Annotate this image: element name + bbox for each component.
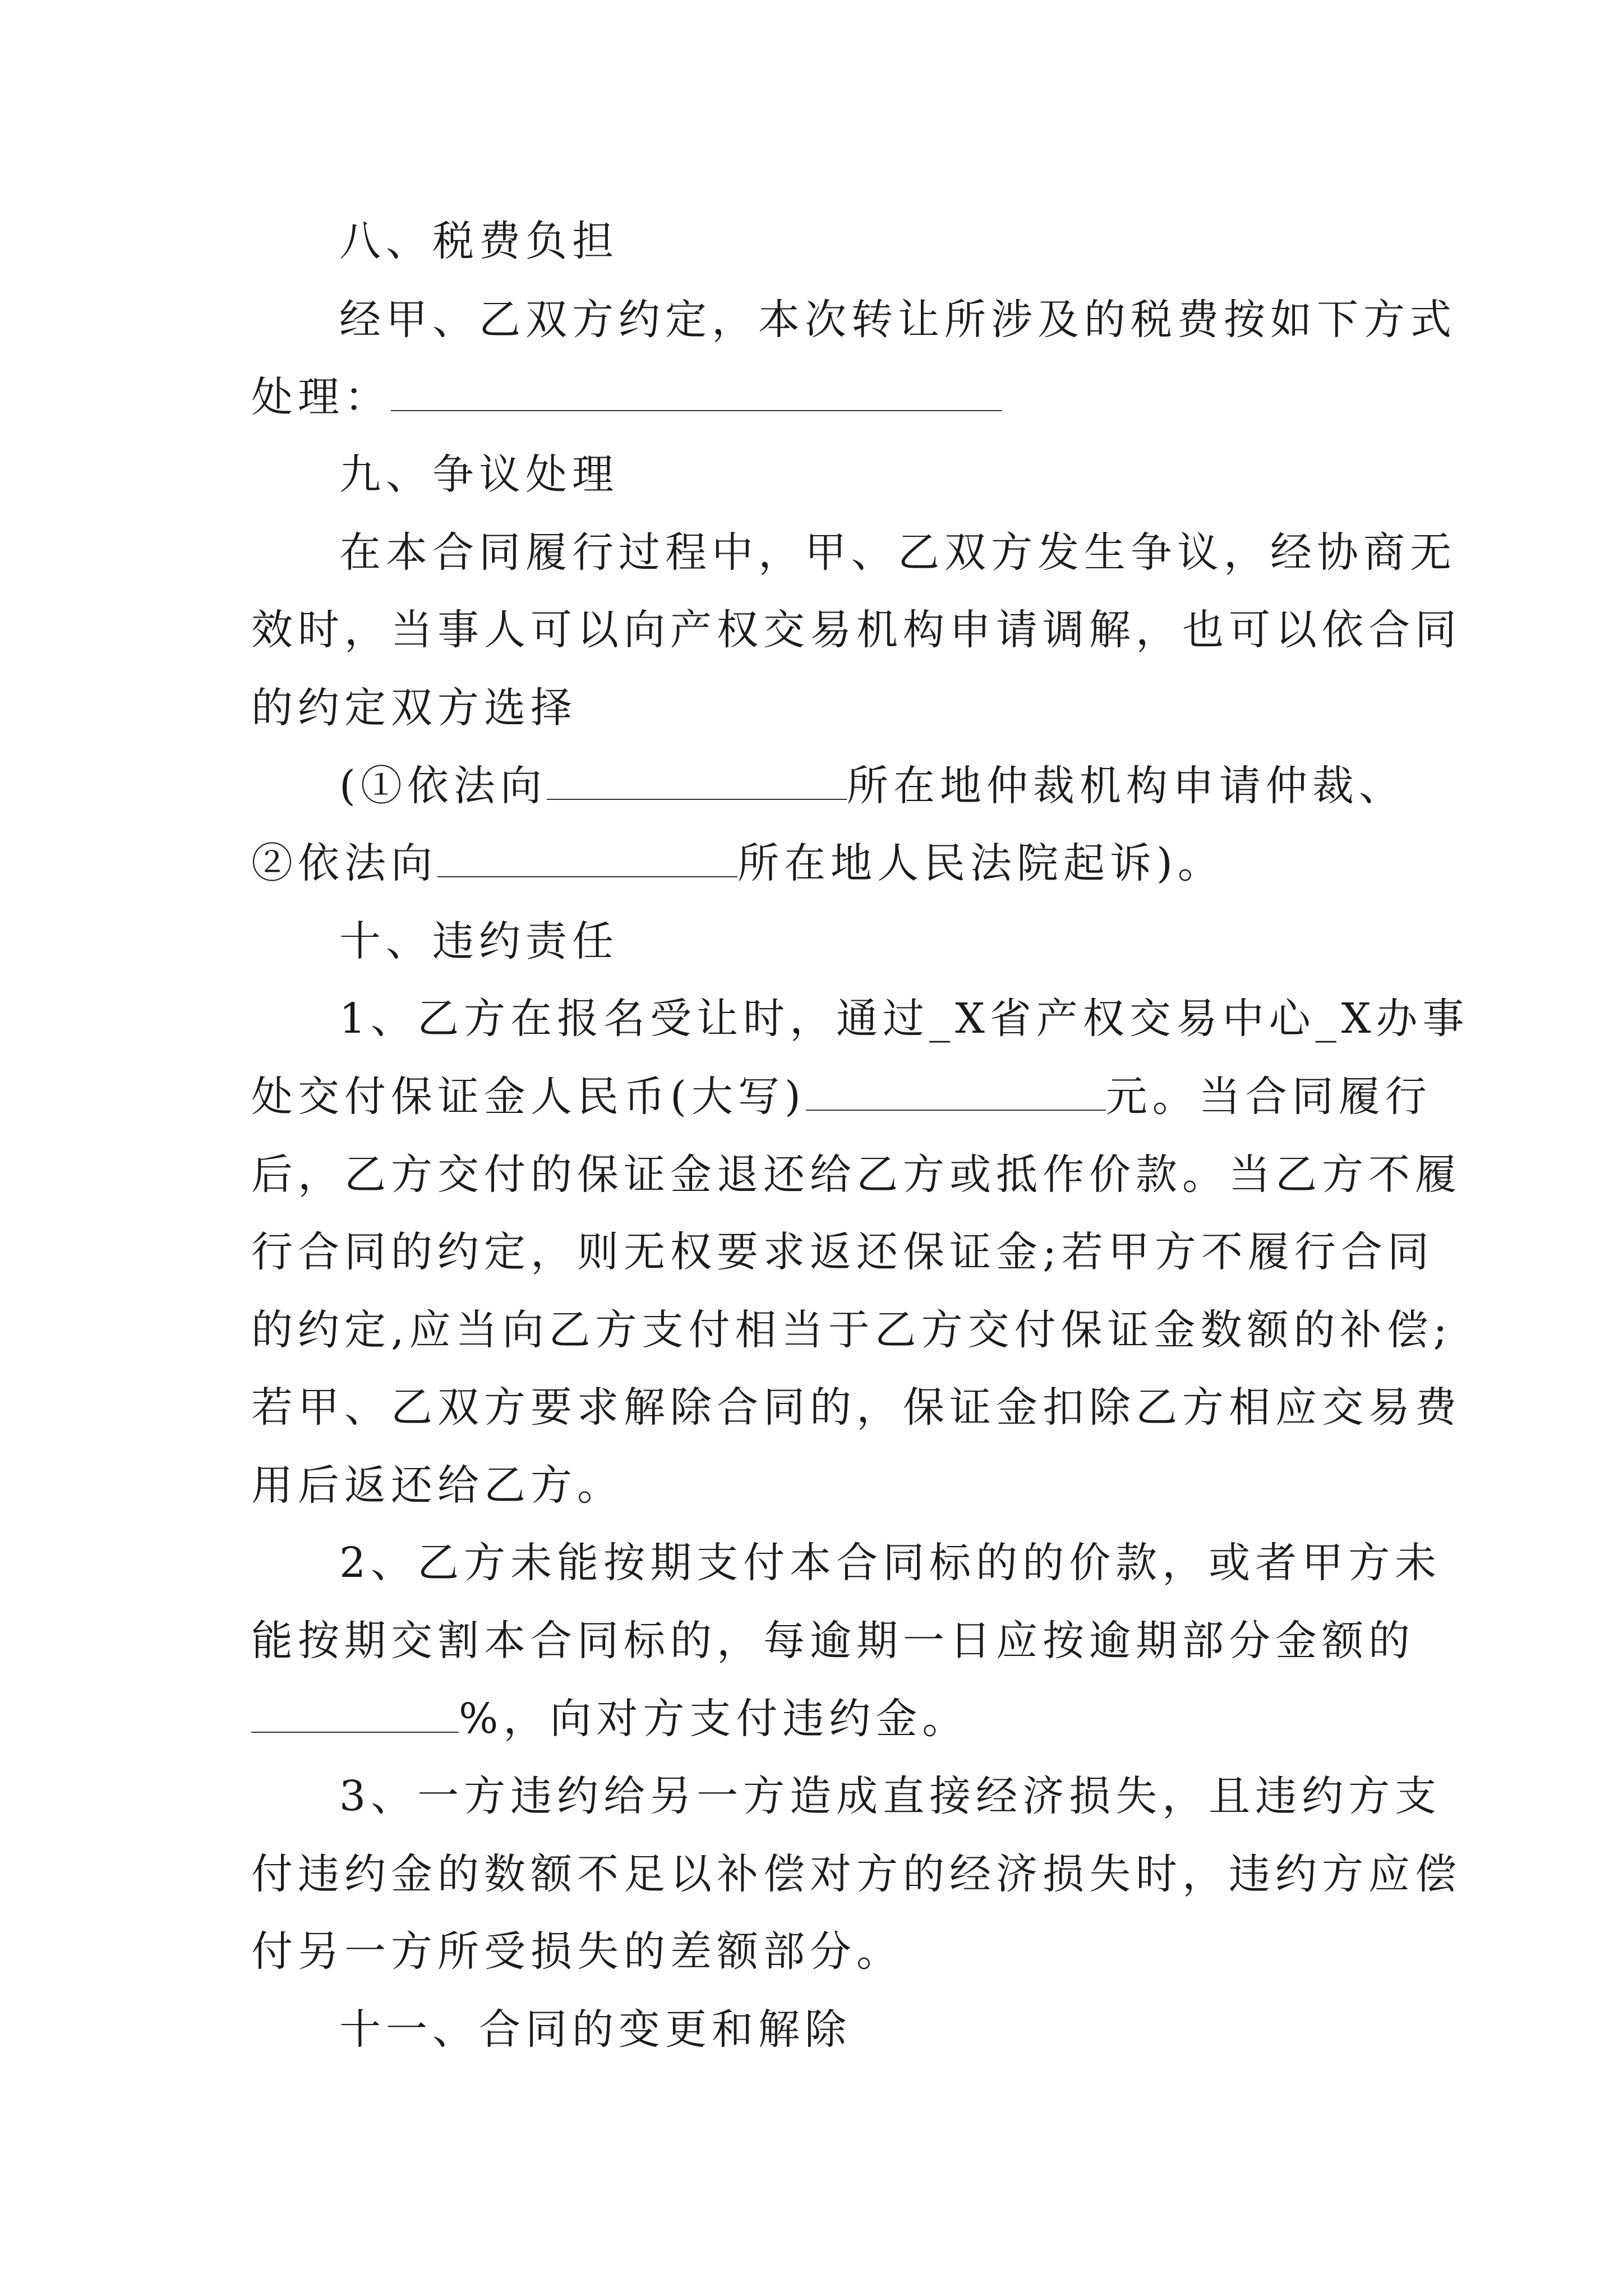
paragraph-line [251, 835, 1224, 891]
fill-in-blank [251, 1697, 459, 1733]
fill-in-blank [437, 841, 737, 877]
section-heading-amendment: 十一、合同的变更和解除 [339, 2005, 851, 2054]
line-text: (①依法向 [339, 762, 547, 810]
paragraph-line: 付违约金的数额不足以补偿对方的经济损失时，违约方应偿 [251, 1850, 1461, 1898]
paragraph-line [339, 758, 1405, 814]
section-heading-liability: 十、违约责任 [339, 917, 619, 965]
paragraph-line: 1、乙方在报名受让时，通过_X省产权交易中心_X办事 [339, 995, 1469, 1043]
line-text: 元。当合同履行 [1105, 1073, 1432, 1121]
paragraph-line [251, 369, 1002, 425]
line-text: %，向对方支付违约金。 [459, 1695, 969, 1743]
paragraph-line: 能按期交割本合同标的，每逾期一日应按逾期部分金额的 [251, 1617, 1415, 1665]
paragraph-line: 3、一方违约给另一方造成直接经济损失，且违约方支 [339, 1772, 1442, 1820]
paragraph-line: 的约定,应当向乙方支付相当于乙方交付保证金数额的补偿; [251, 1306, 1453, 1354]
paragraph-line: 用后返还给乙方。 [251, 1461, 624, 1510]
paragraph-line [251, 1069, 1432, 1125]
line-text: 处理： [251, 373, 391, 421]
paragraph-line: 付另一方所受损失的差额部分。 [251, 1927, 903, 1976]
paragraph-line: 经甲、乙双方约定，本次转让所涉及的税费按如下方式 [339, 296, 1456, 344]
section-heading-disputes: 九、争议处理 [339, 450, 619, 499]
line-text: 所在地仲裁机构申请仲裁、 [846, 762, 1405, 810]
fill-in-blank [806, 1075, 1106, 1111]
paragraph-line: 在本合同履行过程中，甲、乙双方发生争议，经协商无 [339, 528, 1456, 577]
paragraph-line: 2、乙方未能按期支付本合同标的的价款，或者甲方未 [339, 1539, 1442, 1587]
fill-in-blank [547, 764, 847, 800]
fill-in-blank [391, 375, 1002, 411]
paragraph-line: 行合同的约定，则无权要求返还保证金;若甲方不履行合同 [251, 1228, 1434, 1276]
paragraph-line: 效时，当事人可以向产权交易机构申请调解，也可以依合同 [251, 606, 1461, 654]
paragraph-line: 若甲、乙双方要求解除合同的，保证金扣除乙方相应交易费 [251, 1383, 1461, 1432]
paragraph-line: 的约定双方选择 [251, 684, 577, 732]
line-text: 处交付保证金人民币(大写) [251, 1073, 806, 1121]
line-text: ②依法向 [251, 839, 437, 887]
paragraph-line [251, 1691, 969, 1747]
section-heading-taxes: 八、税费负担 [339, 217, 619, 265]
line-text: 所在地人民法院起诉)。 [737, 839, 1224, 887]
paragraph-line: 后，乙方交付的保证金退还给乙方或抵作价款。当乙方不履 [251, 1151, 1461, 1199]
